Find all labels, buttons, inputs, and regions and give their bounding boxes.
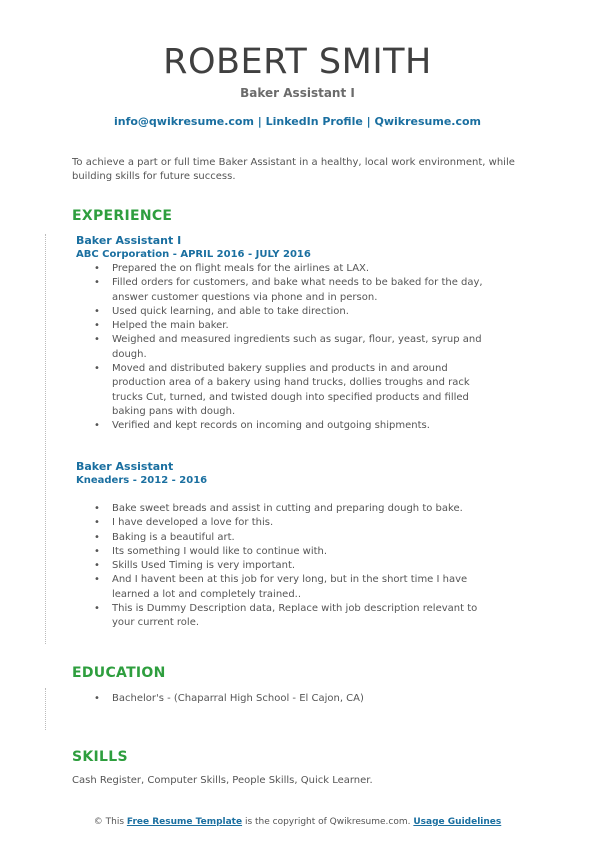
contact-separator: | [253, 115, 266, 128]
list-item: • Helped the main baker. [76, 319, 502, 333]
education-list [76, 692, 516, 706]
footer-middle: is the copyright of Qwikresume.com. [242, 817, 414, 827]
education-heading: EDUCATION [72, 665, 166, 681]
job-bullets [76, 262, 516, 434]
list-item: • Bake sweet breads and assist in cutting and preparing dough to bake. [76, 502, 502, 516]
email-link[interactable]: info@qwikresume.com [113, 115, 254, 128]
list-item: • I have developed a love for this. [76, 516, 502, 530]
job-title: Baker Assistant I [76, 234, 182, 247]
job-company: ABC Corporation - APRIL 2016 - JULY 2016 [76, 249, 311, 260]
job-entry [76, 460, 516, 631]
list-item: • Moved and distributed bakery supplies and products in and around production area of a bakery using hand trucks, dollies troughs and rack trucks Cut, turned, and twisted dough into specified products and filled baking pans with dough. [76, 362, 502, 419]
list-item: • Bachelor's - (Chaparral High School - El Cajon, CA) [76, 692, 502, 706]
job-bullets [76, 502, 516, 631]
list-item: • Baking is a beautiful art. [76, 531, 502, 545]
skills-heading: SKILLS [72, 749, 128, 765]
education-entry [76, 692, 516, 706]
website-link[interactable]: Qwikresume.com [374, 115, 482, 128]
skills-text: Cash Register, Computer Skills, People Skills, Quick Learner. [72, 775, 373, 786]
footer [0, 817, 595, 827]
list-item: • Skills Used Timing is very important. [76, 559, 502, 573]
list-item: • This is Dummy Description data, Replace with job description relevant to your current role. [76, 602, 502, 631]
job-company: Kneaders - 2012 - 2016 [76, 475, 208, 486]
candidate-role: Baker Assistant I [240, 86, 355, 100]
experience-heading: EXPERIENCE [72, 208, 173, 224]
usage-guidelines-link[interactable]: Usage Guidelines [413, 817, 502, 827]
summary-text: To achieve a part or full time Baker Assistant in a healthy, local work environment, while building skills for future success. [72, 157, 515, 182]
experience-divider [45, 234, 46, 644]
list-item: • And I havent been at this job for very long, but in the short time I have learned a lot and completely trained.. [76, 573, 502, 602]
free-resume-template-link[interactable]: Free Resume Template [126, 817, 243, 827]
footer-prefix: © This [93, 817, 127, 827]
contact-line [0, 115, 595, 128]
education-divider [45, 688, 46, 730]
contact-separator: | [362, 115, 375, 128]
list-item: • Verified and kept records on incoming and outgoing shipments. [76, 419, 502, 433]
job-title: Baker Assistant [76, 460, 174, 473]
list-item: • Filled orders for customers, and bake what needs to be baked for the day, answer customer questions via phone and in person. [76, 276, 502, 305]
linkedin-link[interactable]: LinkedIn Profile [265, 115, 363, 128]
list-item: • Its something I would like to continue with. [76, 545, 502, 559]
candidate-name: ROBERT SMITH [163, 42, 432, 82]
list-item: • Prepared the on flight meals for the airlines at LAX. [76, 262, 502, 276]
job-entry [76, 234, 516, 434]
list-item: • Weighed and measured ingredients such as sugar, flour, yeast, syrup and dough. [76, 333, 502, 362]
list-item: • Used quick learning, and able to take direction. [76, 305, 502, 319]
